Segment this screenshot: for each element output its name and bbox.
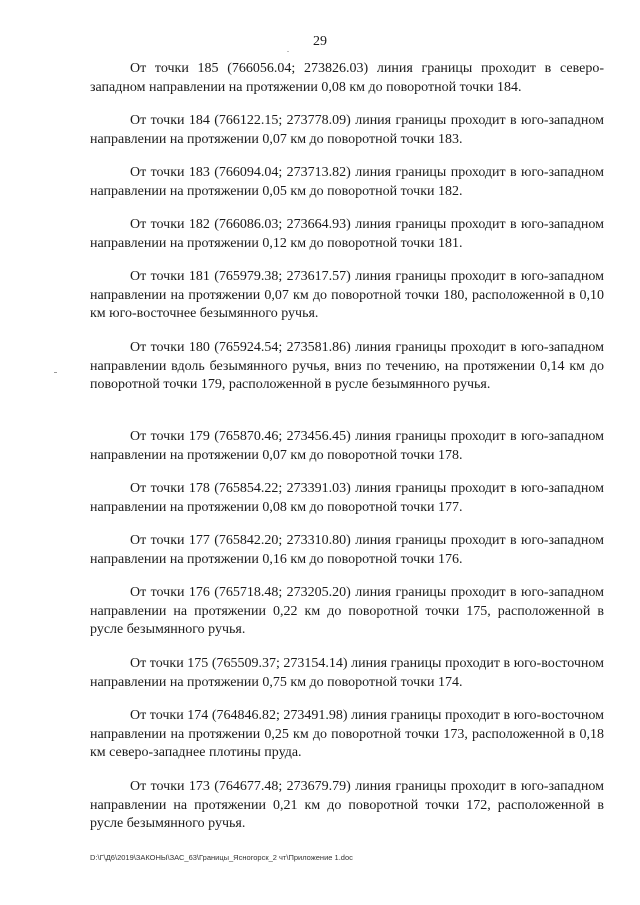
paragraph-point-180: От точки 180 (765924.54; 273581.86) линия границы проходит в юго-западном направлении вдоль безымянного ручья, вниз по течению, на протяжении 0,14 км до поворотной точки 179, расположенной в русле безымянного ручья. <box>90 340 604 392</box>
paragraph-point-177: От точки 177 (765842.20; 273310.80) линия границы проходит в юго-западном направлении на протяжении 0,16 км до поворотной точки 176. <box>90 533 604 567</box>
page-number: 29 <box>313 34 327 49</box>
paragraph-point-175: От точки 175 (765509.37; 273154.14) линия границы проходит в юго-восточном направлении на протяжении 0,75 км до поворотной точки 174. <box>90 656 604 690</box>
paragraph-point-174: От точки 174 (764846.82; 273491.98) линия границы проходит в юго-восточном направлении на протяжении 0,25 км до поворотной точки 173, расположенной в 0,18 км северо-западнее плотины пруда. <box>90 708 604 760</box>
scan-speck <box>287 51 289 52</box>
footer-file-path: D:\Г\Д6\2019\ЗАКОНЫ\ЗАС_63\Границы_Ясногорск_2 чт\Приложение 1.doc <box>90 853 353 862</box>
margin-mark <box>54 372 57 373</box>
paragraph-point-183: От точки 183 (766094.04; 273713.82) линия границы проходит в юго-западном направлении на протяжении 0,05 км до поворотной точки 182. <box>90 165 604 199</box>
paragraph-point-182: От точки 182 (766086.03; 273664.93) линия границы проходит в юго-западном направлении на протяжении 0,12 км до поворотной точки 181. <box>90 217 604 251</box>
paragraph-point-176: От точки 176 (765718.48; 273205.20) линия границы проходит в юго-западном направлении на протяжении 0,22 км до поворотной точки 175, расположенной в русле безымянного ручья. <box>90 585 604 637</box>
paragraph-point-181: От точки 181 (765979.38; 273617.57) линия границы проходит в юго-западном направлении на протяжении 0,07 км до поворотной точки 180, расположенной в 0,10 км юго-восточнее безымянного ручья. <box>90 269 604 321</box>
paragraph-point-173: От точки 173 (764677.48; 273679.79) линия границы проходит в юго-западном направлении на протяжении 0,21 км до поворотной точки 172, расположенной в русле безымянного ручья. <box>90 779 604 831</box>
paragraph-point-178: От точки 178 (765854.22; 273391.03) линия границы проходит в юго-западном направлении на протяжении 0,08 км до поворотной точки 177. <box>90 481 604 515</box>
paragraph-point-184: От точки 184 (766122.15; 273778.09) линия границы проходит в юго-западном направлении на протяжении 0,07 км до поворотной точки 183. <box>90 113 604 147</box>
paragraph-point-179: От точки 179 (765870.46; 273456.45) линия границы проходит в юго-западном направлении на протяжении 0,07 км до поворотной точки 178. <box>90 429 604 463</box>
paragraph-point-185: От точки 185 (766056.04; 273826.03) линия границы проходит в северо-западном направлении на протяжении 0,08 км до поворотной точки 184. <box>90 61 604 95</box>
